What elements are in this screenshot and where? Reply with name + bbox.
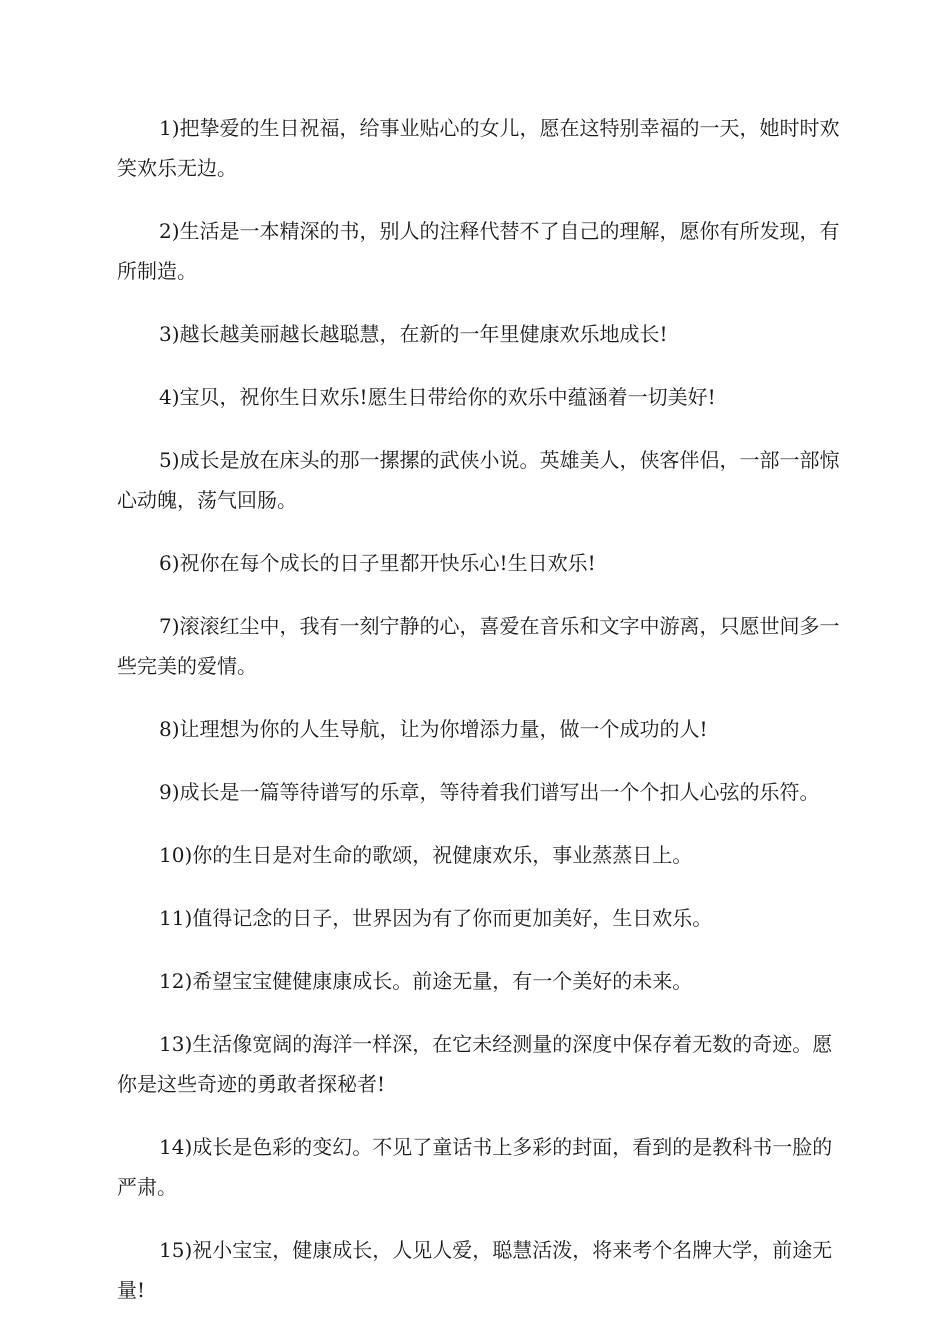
paragraph-12: 12)希望宝宝健健康康成长。前途无量，有一个美好的未来。 <box>159 969 693 993</box>
paragraph-8: 8)让理想为你的人生导航，让为你增添力量，做一个成功的人! <box>159 717 708 741</box>
document-body <box>117 108 840 1333</box>
paragraph-10: 10)你的生日是对生命的歌颂，祝健康欢乐，事业蒸蒸日上。 <box>159 843 693 867</box>
paragraph-6: 6)祝你在每个成长的日子里都开快乐心!生日欢乐! <box>159 551 596 575</box>
paragraph-4: 4)宝贝，祝你生日欢乐!愿生日带给你的欢乐中蕴涵着一切美好! <box>159 385 716 409</box>
paragraph-5: 5)成长是放在床头的那一摞摞的武侠小说。英雄美人，侠客伴侣，一部一部惊心动魄，荡气回肠。 <box>117 448 840 512</box>
paragraph-13: 13)生活像宽阔的海洋一样深，在它未经测量的深度中保存着无数的奇迹。愿你是这些奇迹的勇敢者探秘者! <box>117 1032 833 1096</box>
paragraph-1: 1)把挚爱的生日祝福，给事业贴心的女儿，愿在这特别幸福的一天，她时时欢笑欢乐无边。 <box>117 116 840 180</box>
paragraph-15: 15)祝小宝宝，健康成长，人见人爱，聪慧活泼，将来考个名牌大学，前途无量! <box>117 1238 833 1302</box>
paragraph-9: 9)成长是一篇等待谱写的乐章，等待着我们谱写出一个个扣人心弦的乐符。 <box>159 780 820 804</box>
paragraph-2: 2)生活是一本精深的书，别人的注释代替不了自己的理解，愿你有所发现，有所制造。 <box>117 219 840 283</box>
paragraph-14: 14)成长是色彩的变幻。不见了童话书上多彩的封面，看到的是教科书一脸的严肃。 <box>117 1135 833 1199</box>
paragraph-3: 3)越长越美丽越长越聪慧，在新的一年里健康欢乐地成长! <box>159 322 668 346</box>
paragraph-11: 11)值得记念的日子，世界因为有了你而更加美好，生日欢乐。 <box>159 906 713 930</box>
paragraph-7: 7)滚滚红尘中，我有一刻宁静的心，喜爱在音乐和文字中游离，只愿世间多一些完美的爱情。 <box>117 614 840 678</box>
